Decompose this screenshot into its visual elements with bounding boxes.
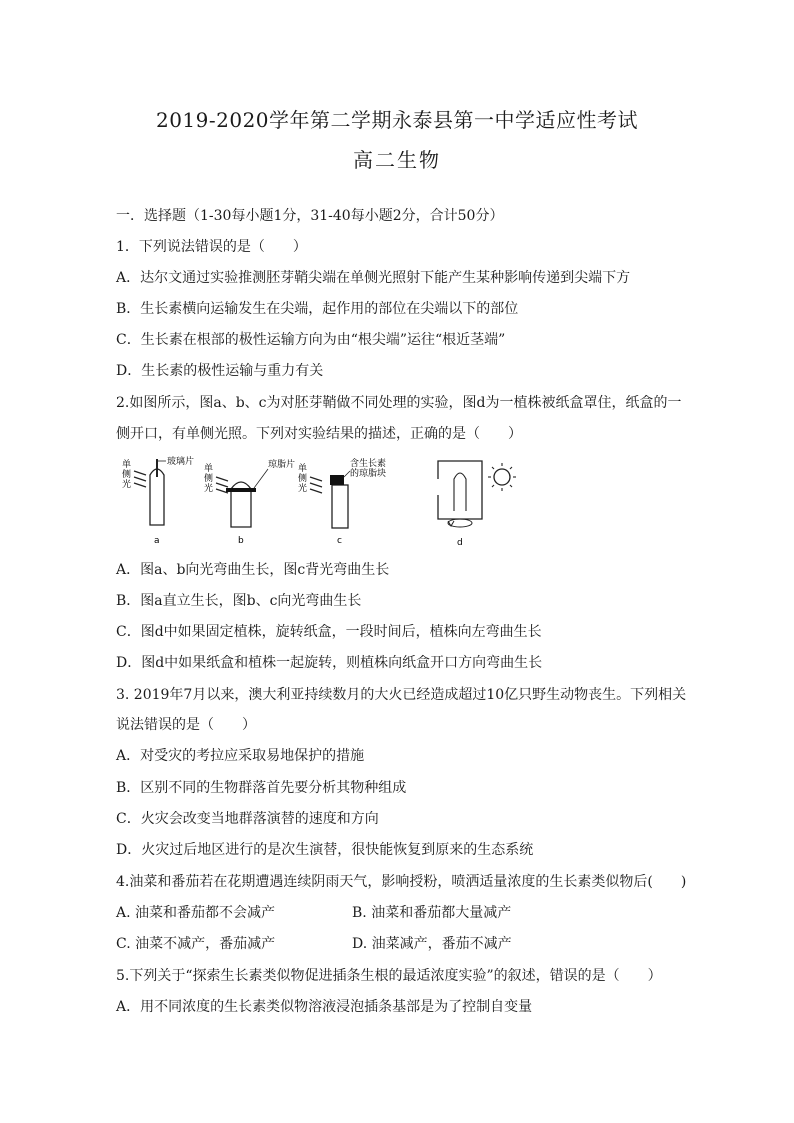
coleoptile-experiment-figure [118, 455, 528, 551]
q2-stem-line2: 侧开口，有单侧光照。下列对实验结果的描述，正确的是（ ） [116, 426, 522, 442]
exam-subject: 高二生物 [353, 148, 441, 172]
agar-sheet-label: 琼脂片 [268, 460, 296, 470]
q1-stem: 1．下列说法错误的是（ ） [116, 239, 307, 255]
q4-option-b: B. 油菜和番茄都大量减产 [352, 905, 512, 921]
panel-label-d: d [457, 538, 463, 548]
svg-text:单: 单 [204, 464, 214, 474]
q3-option-b: B．区别不同的生物群落首先要分析其物种组成 [116, 780, 407, 796]
panel-label-a: a [154, 536, 160, 546]
svg-text:光: 光 [204, 484, 214, 494]
q1-option-d: D．生长素的极性运输与重力有关 [116, 363, 324, 379]
panel-b [204, 458, 295, 546]
auxin-agar-block [330, 475, 344, 485]
panel-label-b: b [238, 536, 244, 546]
q1-option-b: B．生长素横向运输发生在尖端，起作用的部位在尖端以下的部位 [116, 301, 519, 317]
q3-option-a: A．对受灾的考拉应采取易地保护的措施 [116, 748, 365, 764]
auxin-agar-label-2: 的琼脂块 [350, 469, 387, 479]
q5-option-a: A．用不同浓度的生长素类似物溶液浸泡插条基部是为了控制自变量 [116, 999, 533, 1015]
exam-title: 2019-2020学年第二学期永泰县第一中学适应性考试 [155, 108, 639, 132]
q2-option-a: A．图a、b向光弯曲生长，图c背光弯曲生长 [116, 562, 390, 578]
auxin-agar-label-1: 含生长素 [350, 459, 387, 469]
light-arrows-c [310, 477, 322, 493]
q4-stem: 4.油菜和番茄若在花期遭遇连续阴雨天气，影响授粉，喷洒适量浓度的生长素类似物后( ) [116, 874, 687, 890]
q2-option-d: D．图d中如果纸盒和植株一起旋转，则植株向纸盒开口方向弯曲生长 [116, 655, 543, 671]
svg-text:侧: 侧 [204, 474, 214, 484]
q4-option-a: A. 油菜和番茄都不会减产 [116, 905, 276, 921]
paper-box [438, 461, 482, 519]
q4-option-d: D. 油菜减产，番茄不减产 [352, 936, 512, 952]
plant-seedling [454, 473, 466, 511]
panel-label-c: c [337, 536, 342, 546]
q3-option-d: D．火灾过后地区进行的是次生演替，很快能恢复到原来的生态系统 [116, 842, 534, 858]
q1-option-a: A．达尔文通过实验推测胚芽鞘尖端在单侧光照射下能产生某种影响传递到尖端下方 [116, 270, 631, 286]
q2-stem-line1: 2.如图所示，图a、b、c为对胚芽鞘做不同处理的实验，图d为一植株被纸盒罩住，纸盒的一 [116, 395, 682, 411]
sun-icon [494, 469, 510, 485]
q3-stem-line2: 说法错误的是（ ） [116, 717, 256, 733]
svg-text:光: 光 [298, 484, 308, 494]
q1-option-c: C．生长素在根部的极性运输方向为由“根尖端”运往“根近茎端” [116, 332, 506, 348]
q2-option-c: C．图d中如果固定植株，旋转纸盒，一段时间后，植株向左弯曲生长 [116, 624, 542, 640]
panel-d [438, 461, 516, 548]
panel-a [122, 455, 194, 546]
svg-text:侧: 侧 [122, 470, 132, 480]
light-label-a: 单 [122, 460, 132, 470]
light-arrows-a [134, 471, 146, 487]
decapitated-coleoptile-c [332, 485, 348, 528]
svg-text:侧: 侧 [298, 474, 308, 484]
section-heading: 一．选择题（1-30每小题1分，31-40每小题2分，合计50分） [116, 208, 504, 224]
q3-stem-line1: 3. 2019年7月以来，澳大利亚持续数月的大火已经造成超过10亿只野生动物丧生。下列相关 [116, 687, 687, 703]
svg-text:单: 单 [298, 464, 308, 474]
q2-option-b: B．图a直立生长，图b、c向光弯曲生长 [116, 593, 362, 609]
glass-plate-label: 玻璃片 [167, 457, 195, 467]
q3-option-c: C．火灾会改变当地群落演替的速度和方向 [116, 811, 379, 827]
agar-sheet [226, 488, 256, 492]
panel-c [298, 457, 386, 546]
q5-stem: 5.下列关于“探索生长素类似物促进插条生根的最适浓度实验”的叙述，错误的是（ ） [116, 968, 662, 984]
q4-option-c: C. 油菜不减产，番茄减产 [116, 936, 276, 952]
svg-text:光: 光 [122, 480, 132, 490]
coleoptile-a [150, 469, 164, 525]
